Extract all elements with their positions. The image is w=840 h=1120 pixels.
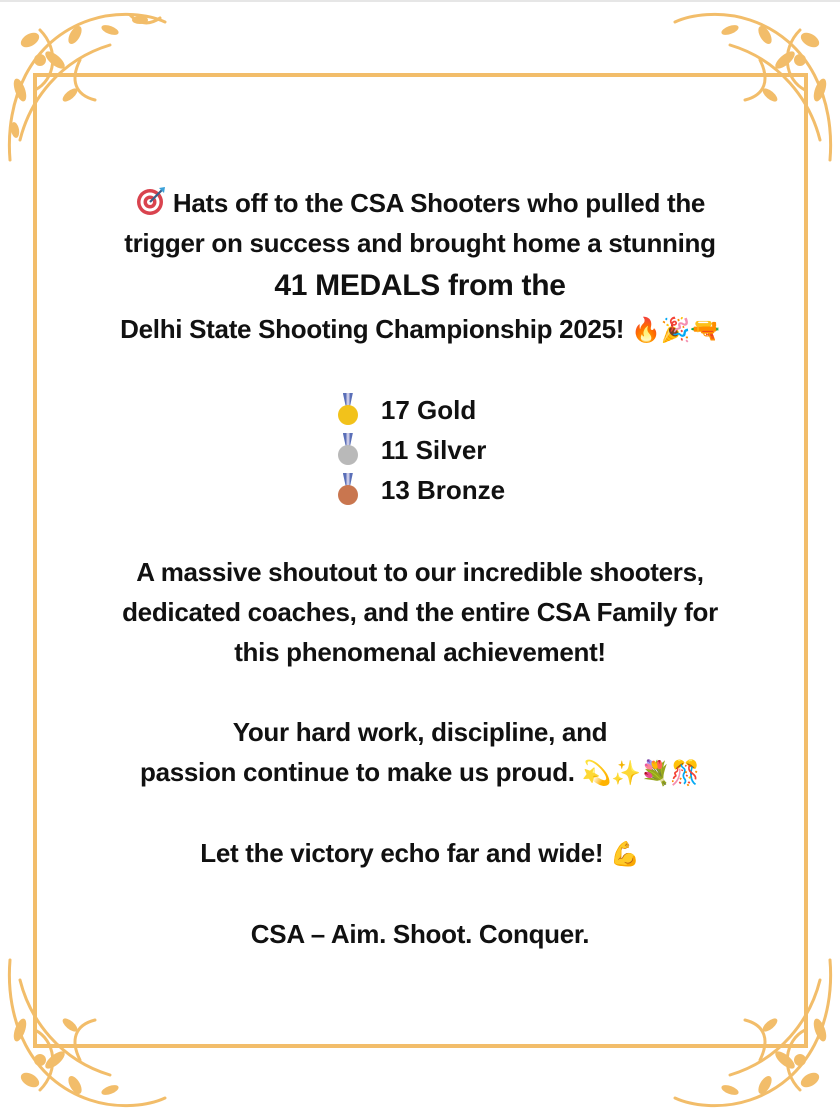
intro-line-1 — [40, 183, 800, 223]
direct-hit-target-icon — [135, 185, 167, 217]
intro-text-1: Hats off to the CSA Shooters who pulled the — [172, 188, 706, 218]
victory-text: Let the victory echo far and wide! — [200, 838, 604, 868]
pride-line-2 — [40, 752, 800, 793]
shoutout-line-3: this phenomenal achievement! — [234, 637, 606, 667]
championship-line — [40, 309, 800, 350]
silver-medal-icon — [335, 433, 361, 467]
pride-line-1: Your hard work, discipline, and — [232, 717, 608, 747]
pride-text-2: passion continue to make us proud. — [139, 757, 575, 787]
announcement-body — [40, 183, 800, 954]
bronze-medal-icon — [335, 473, 361, 507]
medals-headline: 41 MEDALS from the — [274, 269, 566, 302]
gold-medal-icon — [335, 393, 361, 427]
shoutout-line-1: A massive shoutout to our incredible shooters, — [136, 557, 704, 587]
medal-tally — [335, 390, 505, 510]
championship-name: Delhi State Shooting Championship 2025! — [120, 314, 625, 344]
bronze-count: 13 Bronze — [380, 475, 506, 505]
dizzy-sparkles-bouquet-confetti-icons: 💫✨💐🎊 — [581, 759, 701, 787]
medal-row-silver — [335, 430, 505, 470]
medal-row-gold — [335, 390, 505, 430]
gold-count: 17 Gold — [380, 395, 477, 425]
fire-party-popper-water-pistol-icons: 🔥🎉🔫 — [631, 316, 720, 344]
medal-row-bronze — [335, 470, 505, 510]
victory-line — [40, 833, 800, 874]
shoutout-line-2: dedicated coaches, and the entire CSA Family for — [122, 597, 718, 627]
flexed-biceps-icon: 💪 — [610, 840, 640, 868]
silver-count: 11 Silver — [380, 435, 487, 465]
intro-line-2: trigger on success and brought home a stunning — [124, 228, 716, 258]
tagline: CSA – Aim. Shoot. Conquer. — [250, 919, 590, 949]
